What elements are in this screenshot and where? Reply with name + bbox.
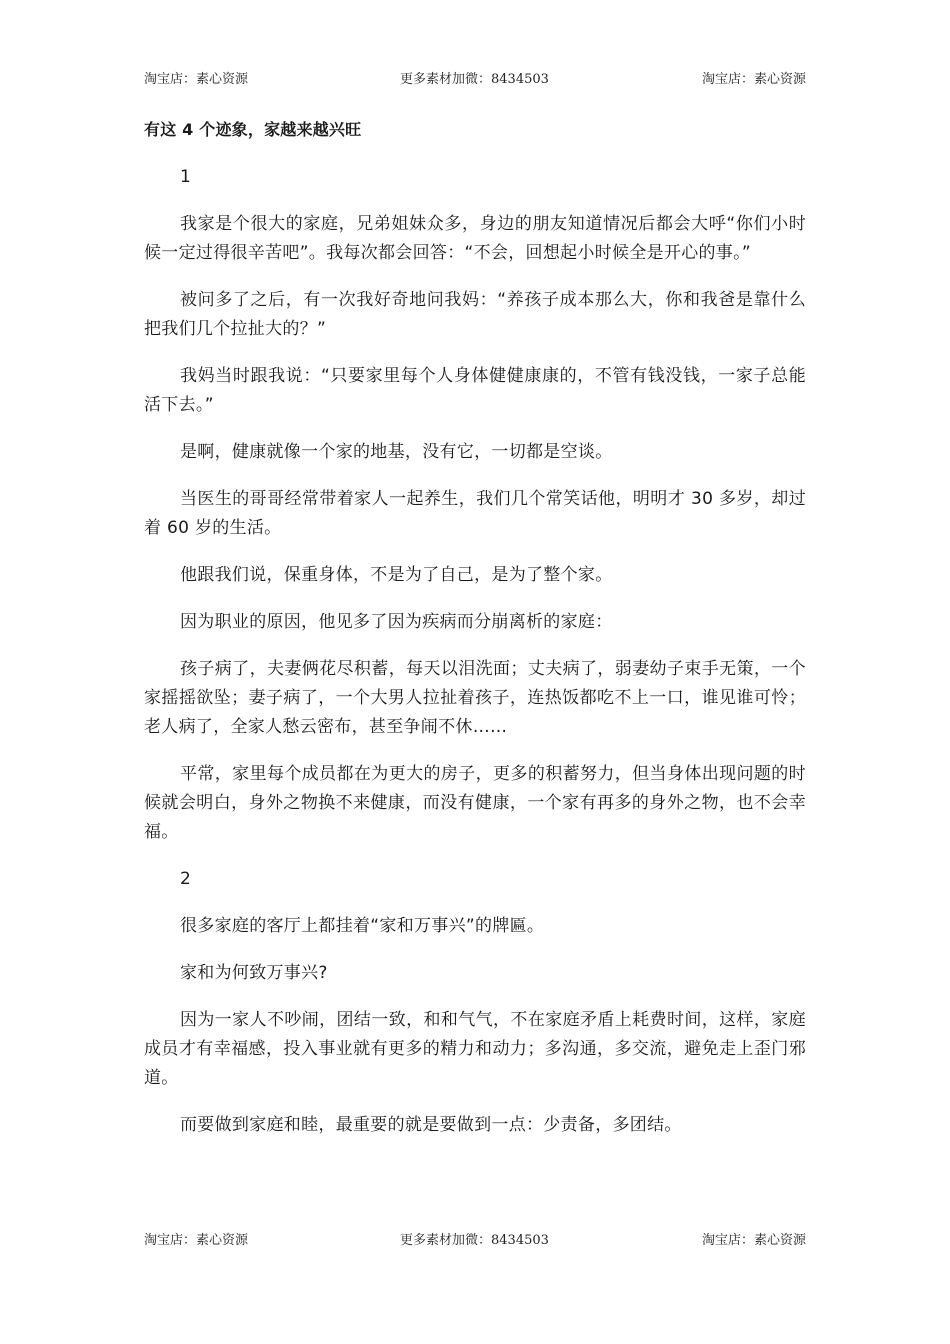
paragraph: 家和为何致万事兴? bbox=[180, 963, 328, 983]
paragraph: 被问多了之后，有一次我好奇地问我妈：“养孩子成本那么大，你和我爸是靠什么把我们几个拉扯大的？” bbox=[144, 290, 806, 339]
paragraph: 是啊，健康就像一个家的地基，没有它，一切都是空谈。 bbox=[180, 442, 613, 462]
footer-center-text: 更多素材加微：8434503 bbox=[400, 1233, 549, 1248]
paragraph: 很多家庭的客厅上都挂着“家和万事兴”的牌匾。 bbox=[180, 916, 545, 936]
article-body bbox=[144, 118, 806, 1158]
footer-left-text: 淘宝店：素心资源 bbox=[144, 1233, 249, 1248]
paragraph: 我家是个很大的家庭，兄弟姐妹众多，身边的朋友知道情况后都会大呼“你们小时候一定过得很辛苦吧”。我每次都会回答：“不会，回想起小时候全是开心的事。” bbox=[144, 214, 806, 263]
header-right-text: 淘宝店：素心资源 bbox=[701, 72, 806, 87]
paragraph: 因为职业的原因，他见多了因为疾病而分崩离析的家庭： bbox=[180, 612, 613, 632]
footer-right-text: 淘宝店：素心资源 bbox=[701, 1233, 806, 1248]
section-number-2: 2 bbox=[180, 869, 191, 889]
paragraph: 平常，家里每个成员都在为更大的房子，更多的积蓄努力，但当身体出现问题的时候就会明白，身外之物换不来健康，而没有健康，一个家有再多的身外之物，也不会幸福。 bbox=[144, 764, 806, 842]
paragraph: 他跟我们说，保重身体，不是为了自己，是为了整个家。 bbox=[180, 565, 613, 585]
header-center-text: 更多素材加微：8434503 bbox=[400, 72, 549, 87]
article-title: 有这 4 个迹象，家越来越兴旺 bbox=[144, 120, 362, 139]
paragraph: 因为一家人不吵闹，团结一致，和和气气，不在家庭矛盾上耗费时间，这样，家庭成员才有幸福感，投入事业就有更多的精力和动力；多沟通，多交流，避免走上歪门邪道。 bbox=[144, 1010, 806, 1088]
paragraph: 孩子病了，夫妻俩花尽积蓄，每天以泪洗面；丈夫病了，弱妻幼子束手无策，一个家摇摇欲坠；妻子病了，一个大男人拉扯着孩子，连热饭都吃不上一口，谁见谁可怜；老人病了，全家人愁云密布，甚至争闹不休…… bbox=[144, 659, 806, 737]
section-number-1: 1 bbox=[180, 167, 191, 187]
paragraph: 而要做到家庭和睦，最重要的就是要做到一点：少责备，多团结。 bbox=[180, 1115, 682, 1135]
paragraph: 当医生的哥哥经常带着家人一起养生，我们几个常笑话他，明明才 30 多岁，却过着 60 岁的生活。 bbox=[144, 489, 806, 538]
paragraph: 我妈当时跟我说：“只要家里每个人身体健健康康的，不管有钱没钱，一家子总能活下去。” bbox=[144, 366, 806, 415]
page-footer bbox=[144, 1229, 806, 1249]
page-header bbox=[144, 68, 806, 88]
header-left-text: 淘宝店：素心资源 bbox=[144, 72, 249, 87]
